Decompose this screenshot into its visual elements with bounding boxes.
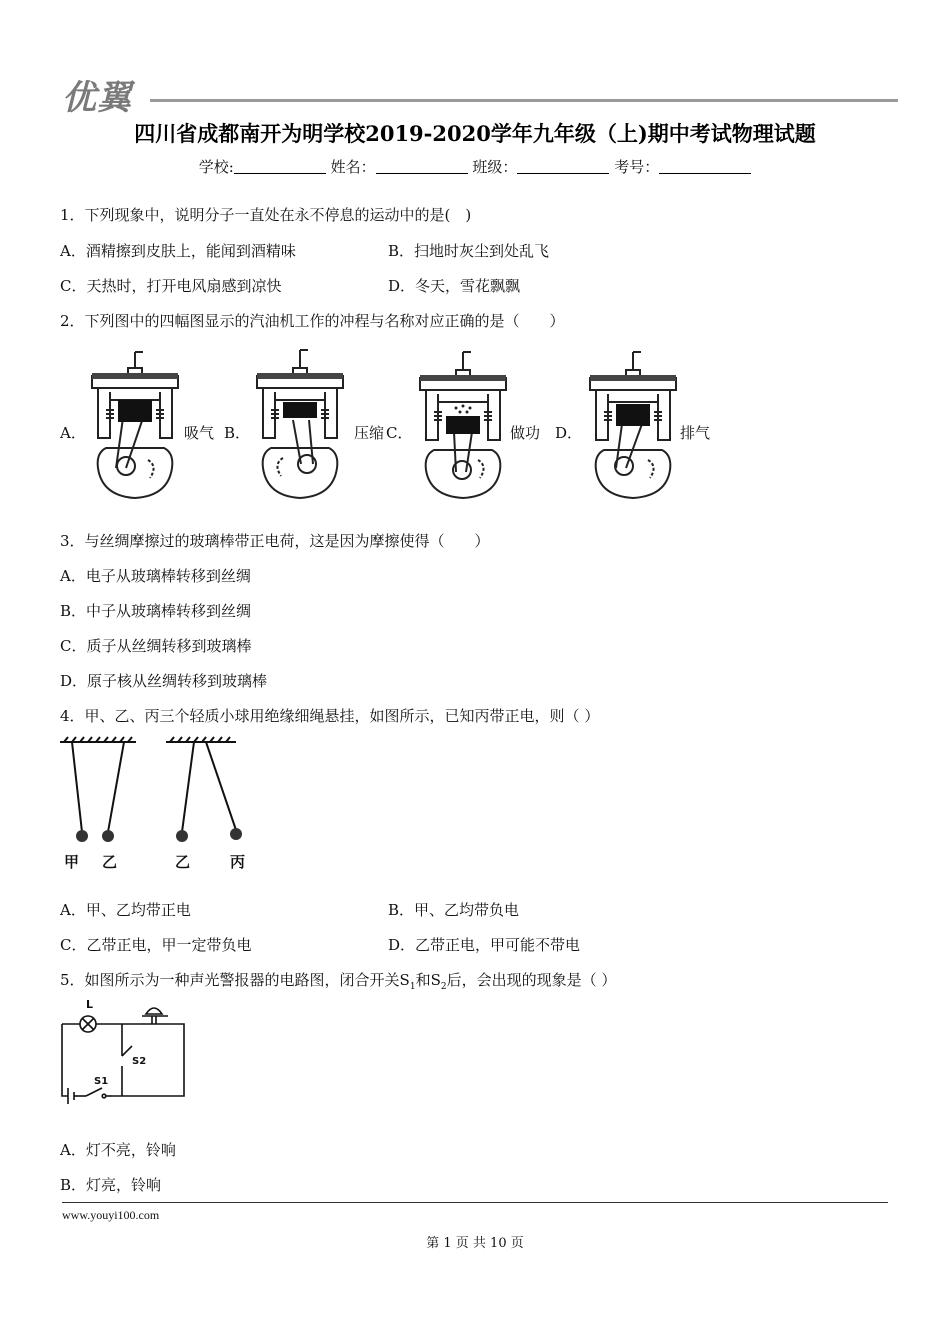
question-1-stem: 1．下列现象中，说明分子一直处在永不停息的运动中的是( )	[60, 206, 472, 224]
student-info-line	[0, 156, 950, 177]
q2-option-d-letter: D．	[555, 424, 583, 442]
exam-number-field[interactable]	[659, 159, 751, 174]
q3-option-d: D．原子核从丝绸转移到玻璃棒	[60, 672, 268, 690]
q2-option-b-name: 压缩	[354, 424, 385, 442]
pendulum-label-yi-1: 乙	[102, 853, 118, 871]
q4-option-d: D．乙带正电，甲可能不带电	[388, 936, 581, 954]
page-number: 第 1 页 共 10 页	[426, 1236, 524, 1251]
name-label: 姓名：	[330, 158, 376, 176]
q5-option-a: A．灯不亮，铃响	[60, 1141, 176, 1159]
school-field[interactable]	[234, 159, 326, 174]
q3-option-c: C．质子从丝绸转移到玻璃棒	[60, 637, 252, 655]
circuit-label-s2: S2	[132, 1056, 147, 1067]
page-title: 四川省成都南开为明学校2019-2020学年九年级（上)期中考试物理试题	[134, 121, 816, 146]
pendulum-label-jia: 甲	[64, 853, 80, 871]
school-label: 学校:	[198, 158, 234, 176]
q2-option-b-letter: B．	[224, 424, 251, 442]
q1-option-c: C．天热时，打开电风扇感到凉快	[60, 277, 282, 295]
engine-diagram-intake	[88, 348, 183, 500]
q4-option-c: C．乙带正电，甲一定带负电	[60, 936, 252, 954]
class-field[interactable]	[517, 159, 609, 174]
footer-divider	[62, 1202, 888, 1203]
question-2-stem: 2．下列图中的四幅图显示的汽油机工作的冲程与名称对应正确的是（ ）	[60, 312, 565, 330]
q1-option-d: D．冬天，雪花飘飘	[388, 277, 521, 295]
q3-option-a: A．电子从玻璃棒转移到丝绸	[60, 567, 251, 585]
question-4-stem: 4．甲、乙、丙三个轻质小球用绝缘细绳悬挂，如图所示，已知丙带正电，则（ ）	[60, 707, 600, 725]
header-divider	[150, 99, 898, 102]
q5-option-b: B．灯亮，铃响	[60, 1176, 162, 1194]
q1-option-b: B．扫地时灰尘到处乱飞	[388, 242, 550, 260]
pendulum-label-bing: 丙	[230, 853, 246, 871]
q2-option-a-name: 吸气	[184, 424, 215, 442]
question-3-stem: 3．与丝绸摩擦过的玻璃棒带正电荷，这是因为摩擦使得（ ）	[60, 532, 490, 550]
name-field[interactable]	[376, 159, 468, 174]
q4-option-a: A．甲、乙均带正电	[60, 901, 191, 919]
pendulum-diagram	[58, 736, 258, 856]
circuit-label-s1: S1	[94, 1076, 109, 1087]
logo: 优翼	[62, 78, 132, 118]
q4-option-b: B．甲、乙均带负电	[388, 901, 520, 919]
pendulum-label-yi-2: 乙	[175, 853, 191, 871]
class-label: 班级：	[472, 158, 518, 176]
q2-option-d-name: 排气	[680, 424, 711, 442]
engine-diagram-exhaust	[586, 350, 681, 500]
exam-number-label: 考号：	[614, 158, 660, 176]
q1-option-a: A．酒精擦到皮肤上，能闻到酒精味	[60, 242, 296, 260]
question-5-stem: 5．如图所示为一种声光警报器的电路图，闭合开关$S_1$和$S_2$后，会出现的现象是（ ）	[60, 971, 617, 992]
circuit-label-lamp: L	[86, 998, 94, 1011]
q2-option-a-letter: A．	[60, 424, 86, 442]
circuit-diagram	[56, 1000, 188, 1108]
q2-option-c-name: 做功	[510, 424, 541, 442]
engine-diagram-power	[416, 350, 511, 500]
q3-option-b: B．中子从玻璃棒转移到丝绸	[60, 602, 252, 620]
engine-diagram-compression	[253, 346, 348, 500]
q2-option-c-letter: C．	[386, 424, 413, 442]
footer-url[interactable]: www.youyi100.com	[62, 1208, 160, 1222]
